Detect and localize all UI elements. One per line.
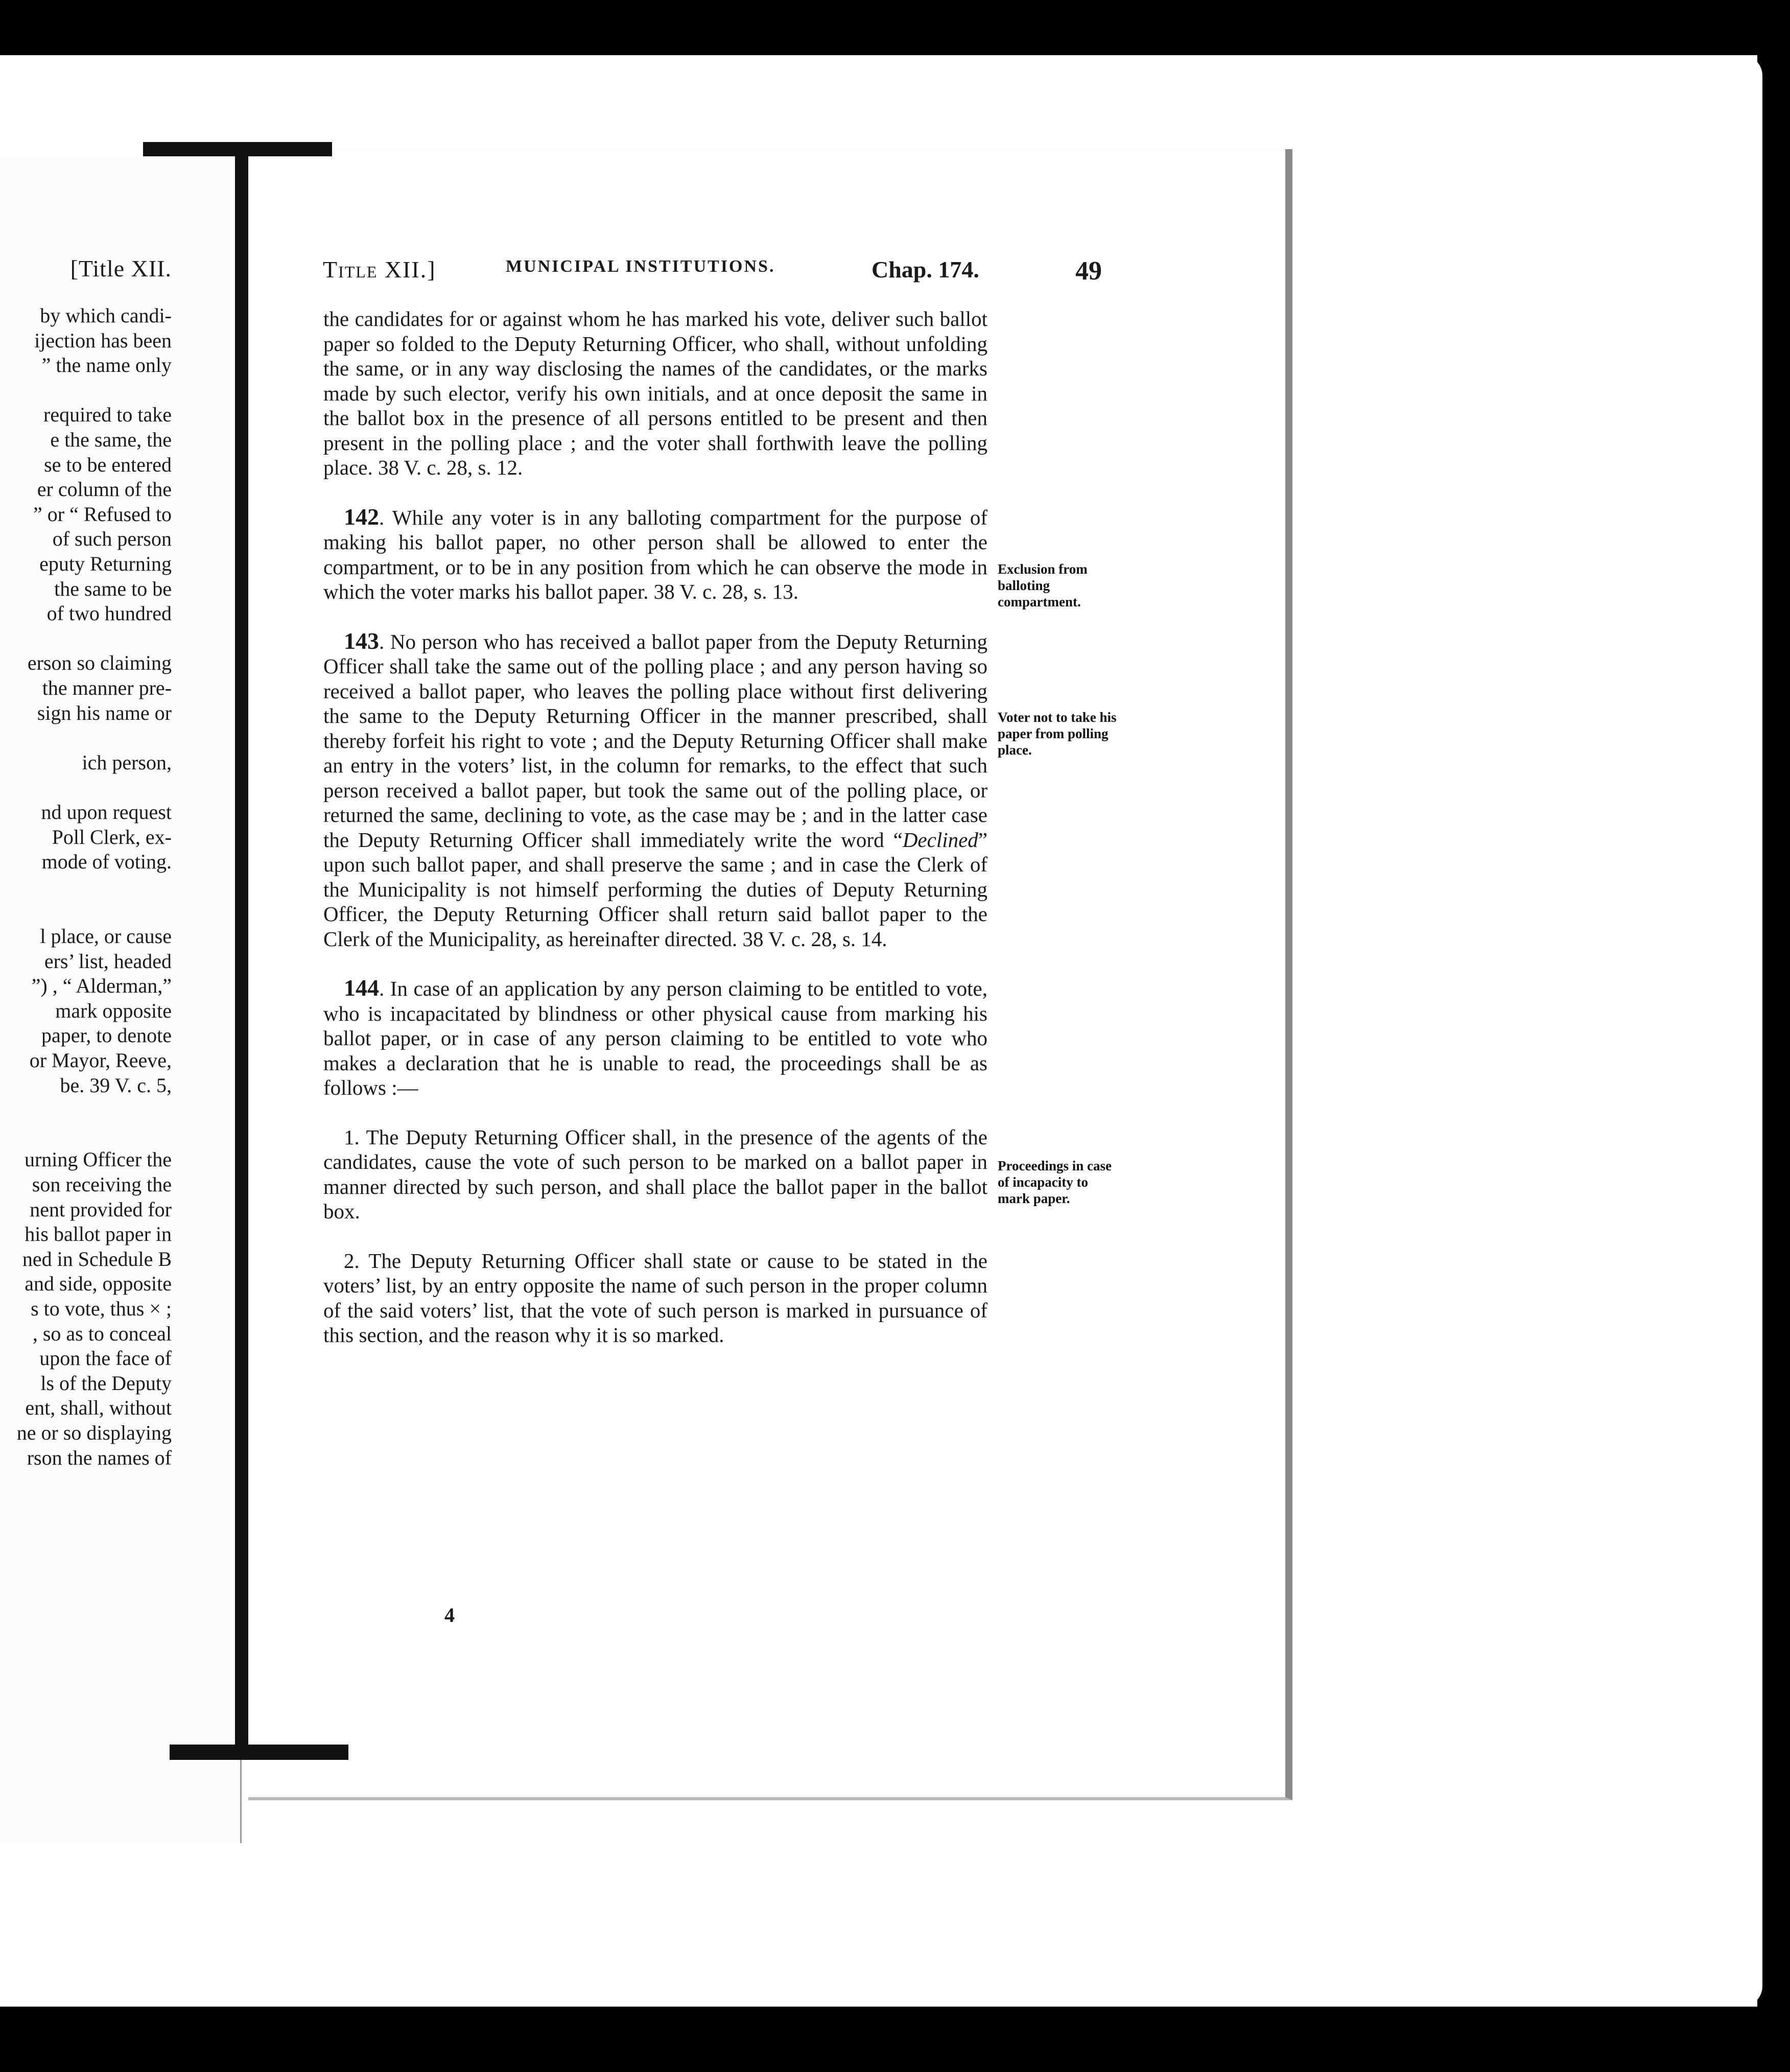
left-page-line: by which candi- xyxy=(40,304,172,327)
section-144 xyxy=(323,976,987,1100)
left-page-line: nent provided for xyxy=(30,1197,172,1221)
section-142 xyxy=(323,505,987,604)
scan-border-bottom xyxy=(0,2007,1790,2072)
left-page-line: s to vote, thus × ; xyxy=(31,1297,172,1320)
section-141-continuation: the candidates for or against whom he has marked his vote, deliver such ballot paper so folded to the Deputy Returning Officer, who shall, without unfolding the same, or in any way disclosing the names of the candidates, or the marks made by such elector, verify his own initials, and at once deposit the same in the ballot box in the presence of all persons entitled to be present and then present in the polling place ; and the voter shall forthwith leave the polling place. 38 V. c. 28, s. 12. xyxy=(323,307,987,479)
page-number: 49 xyxy=(1075,256,1102,286)
left-page-line: ned in Schedule B xyxy=(22,1247,172,1270)
left-page-line: ich person, xyxy=(82,750,172,774)
section-text: . No person who has received a ballot paper from the Deputy Returning Officer shall take the same out of the polling place ; and any person having so received a ballot paper, who leaves the polling place without first delivering the same to the Deputy Returning Officer in the manner prescribed, shall thereby forfeit his right to vote ; and the Deputy Returning Officer shall make an entry in the voters’ list, in the column for remarks, to the effect that such person received a ballot paper, but took the same out of the polling place, or returned the same, declining to vote, as the case may be ; and in the latter case the Deputy Returning Officer shall immediately write the word “ xyxy=(323,629,987,852)
section-text: ” upon such ballot paper, and shall preserve the same ; and in case the Clerk of the Municipality is not himself performing the duties of Deputy Returning Officer, the Deputy Returning Officer shall return said ballot paper to the Clerk of the Municipality, as hereinafter directed. 38 V. c. 28, s. 14. xyxy=(323,828,987,951)
left-page-line: l place, or cause xyxy=(40,925,172,948)
left-page-line: ls of the Deputy xyxy=(40,1371,172,1395)
left-page-line: or Mayor, Reeve, xyxy=(29,1049,172,1072)
left-page-line: ” or “ Refused to xyxy=(33,502,172,526)
margin-note-144: Proceedings in case of incapacity to mark paper. xyxy=(998,1158,1112,1206)
left-page-line: required to take xyxy=(43,403,172,427)
page-body xyxy=(323,307,987,1348)
left-page-line: erson so claiming xyxy=(27,651,172,675)
running-head-center: MUNICIPAL INSTITUTIONS. xyxy=(506,257,775,276)
left-page-line: ers’ list, headed xyxy=(44,949,172,973)
left-page-line: mark opposite xyxy=(55,999,172,1022)
scan-edge xyxy=(1732,55,1762,2007)
section-number: 142 xyxy=(344,503,379,530)
left-page-header: [Title XII. xyxy=(70,255,172,281)
running-head-title: Title XII.] xyxy=(323,256,436,282)
left-page-line: er column of the xyxy=(37,478,172,501)
left-page-line: ”) , “ Alderman,” xyxy=(31,974,172,998)
left-page-line: Poll Clerk, ex- xyxy=(52,825,172,849)
left-page-line: of two hundred xyxy=(46,602,172,625)
left-page-line: be. 39 V. c. 5, xyxy=(60,1073,172,1097)
left-page-line: ” the name only xyxy=(41,354,172,377)
left-page-line: rson the names of xyxy=(27,1446,172,1469)
left-page-line: nd upon request xyxy=(41,800,172,823)
left-page-line: ijection has been xyxy=(34,328,172,352)
left-page-line: his ballot paper in xyxy=(25,1222,172,1246)
left-page-line: upon the face of xyxy=(39,1347,172,1370)
section-143 xyxy=(323,629,987,952)
left-page-fragment xyxy=(0,157,242,1843)
scan-border-top xyxy=(0,0,1790,55)
left-page-line: e the same, the xyxy=(50,428,172,451)
left-page-line: son receiving the xyxy=(32,1173,172,1196)
binding-clamp xyxy=(235,149,248,1756)
running-head-chapter: Chap. 174. xyxy=(872,256,979,282)
section-144-item-1: 1. The Deputy Returning Officer shall, in the presence of the agents of the candidates, cause the vote of such person to be marked on a ballot paper in manner directed by such person, and shall place the ballot paper in the ballot box. xyxy=(323,1125,987,1223)
left-page-line: eputy Returning xyxy=(39,552,172,575)
left-page-line: urning Officer the xyxy=(24,1148,172,1171)
section-text: . While any voter is in any balloting compartment for the purpose of making his ballot paper, no other person shall be allowed to enter the compartment, or to be in any position from which he can observe the mode in which the voter marks his ballot paper. 38 V. c. 28, s. 13. xyxy=(323,505,987,603)
left-page-line: and side, opposite xyxy=(25,1272,172,1296)
margin-note-143: Voter not to take his paper from polling place. xyxy=(998,710,1117,758)
left-page-line: mode of voting. xyxy=(41,850,172,874)
left-page-line: ent, shall, without xyxy=(25,1396,172,1420)
binding-clamp-bottom xyxy=(170,1745,348,1760)
left-page-line: of such person xyxy=(52,527,172,551)
left-page-line: sign his name or xyxy=(37,701,172,724)
margin-note-142: Exclusion from balloting compartment. xyxy=(998,561,1088,609)
left-page-line: ne or so displaying xyxy=(16,1421,172,1444)
section-text: . In case of an application by any person claiming to be entitled to vote, who is incapacitated by blindness or other physical cause from marking his ballot paper, or in case of any person claiming to be entitled to vote who makes a declaration that he is unable to read, the proceedings shall be as follows :— xyxy=(323,977,987,1099)
left-page-line: se to be entered xyxy=(44,453,172,476)
section-144-item-2: 2. The Deputy Returning Officer shall state or cause to be stated in the voters’ list, by an entry opposite the name of such person in the proper column of the said voters’ list, that the vote of such person is marked in pursuance of this section, and the reason why it is so marked. xyxy=(323,1249,987,1347)
section-number: 143 xyxy=(344,627,379,654)
left-page-line: the manner pre- xyxy=(42,676,172,699)
left-page-line: , so as to conceal xyxy=(32,1322,172,1345)
section-number: 144 xyxy=(344,975,379,1001)
left-page-line: paper, to denote xyxy=(41,1024,172,1047)
signature-mark: 4 xyxy=(444,1604,455,1627)
declined-word: Declined xyxy=(902,828,978,852)
left-page-line: the same to be xyxy=(54,577,172,600)
